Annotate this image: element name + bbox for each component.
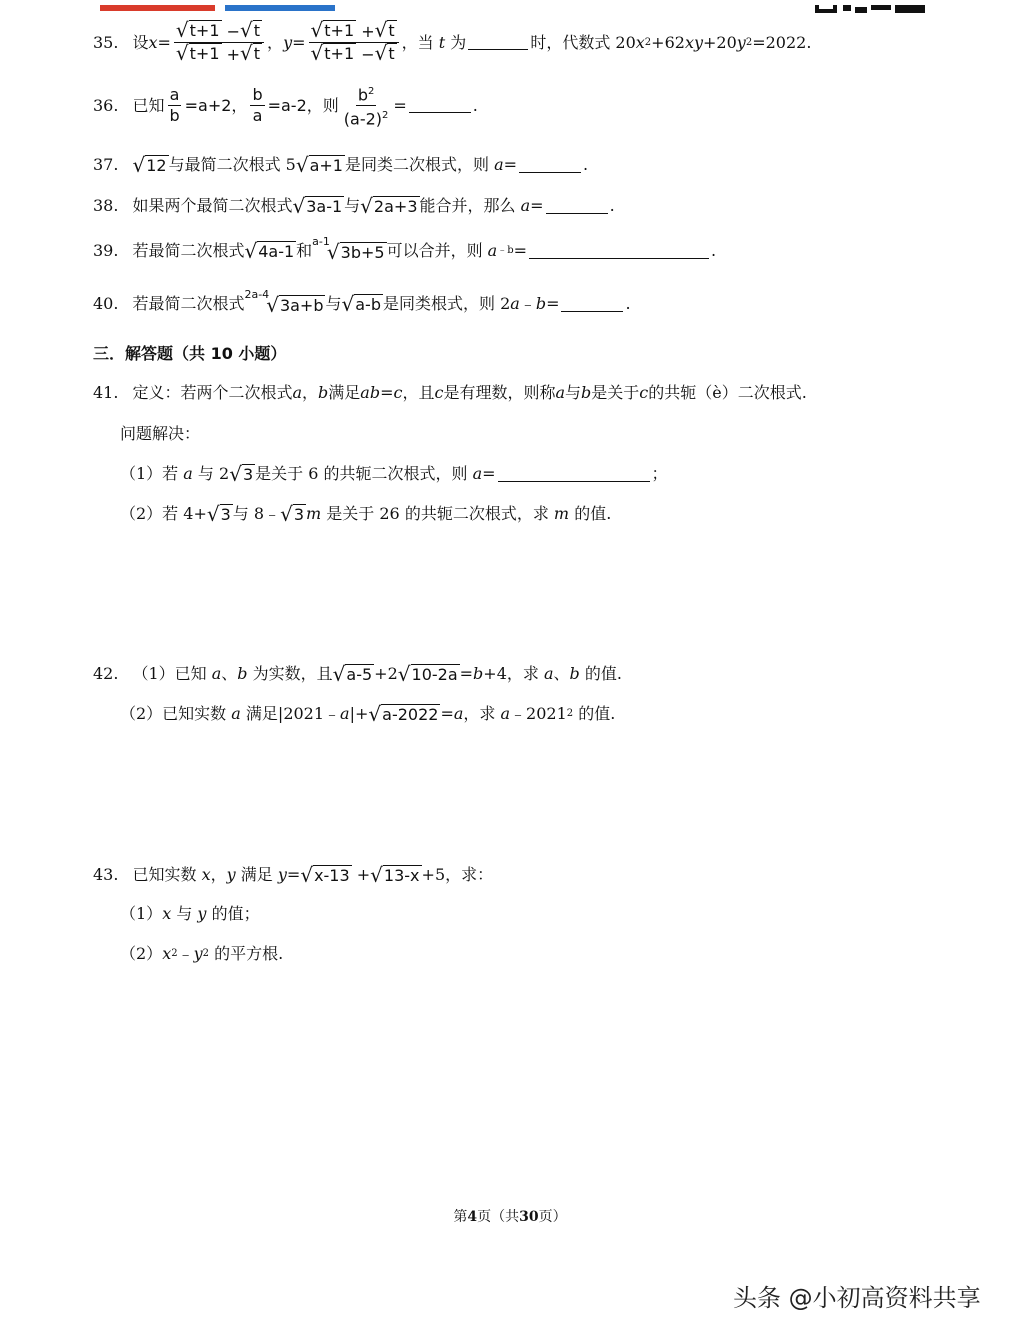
text: 是关于 xyxy=(591,383,640,402)
text: ﹣ xyxy=(519,294,536,313)
q43-part-2 xyxy=(120,943,283,965)
radical-a-minus-5: √ a-5 xyxy=(332,662,373,686)
var-t: t xyxy=(438,32,446,52)
text: + xyxy=(356,865,371,884)
text: =a+2， xyxy=(184,95,248,115)
var-a: a xyxy=(487,241,498,260)
var-b: b xyxy=(237,664,248,683)
fraction-a-over-b: $\frac{a}{b}$ xyxy=(169,85,180,126)
text: 与 8﹣ xyxy=(232,504,281,523)
text: = xyxy=(440,704,454,723)
text: 满足|2021﹣ xyxy=(245,704,341,723)
var-b: b xyxy=(318,383,329,402)
radical-a-minus-2022: √ a-2022 xyxy=(368,702,439,726)
text: |+ xyxy=(349,704,369,723)
question-number: 36. xyxy=(93,95,119,115)
fraction-y xyxy=(309,20,399,65)
text: （1）已知 xyxy=(132,664,207,683)
var-x: x xyxy=(162,904,172,923)
var-a: a xyxy=(183,464,193,483)
var-m: m xyxy=(306,504,322,523)
radical-10-minus-2a: √ 10-2a xyxy=(397,662,458,686)
text: 可以合并，则 xyxy=(386,241,483,260)
text: = xyxy=(513,241,528,260)
text: 问题解决： xyxy=(120,424,201,443)
watermark: 头条 @小初高资料共享 xyxy=(733,1284,981,1312)
var-ab: ab xyxy=(360,383,381,402)
var-a: a xyxy=(231,704,241,723)
text: （2）已知实数 xyxy=(120,704,227,723)
text: 与 2 xyxy=(197,464,230,483)
exponent: 2 xyxy=(566,708,574,719)
var-y: y xyxy=(226,865,236,884)
radical-3: √ 3 xyxy=(229,462,254,486)
text: 页） xyxy=(538,1209,567,1225)
text: 和 xyxy=(296,241,313,260)
text: 的值. xyxy=(584,664,622,683)
text: = xyxy=(546,294,560,313)
answer-blank[interactable] xyxy=(409,98,471,113)
fraction-b2-over-a-2-squared: $\frac{b^2}{(a-2)^2}$ xyxy=(342,82,391,130)
radical-a-plus-1: √ a+1 xyxy=(295,153,343,177)
text: ， xyxy=(302,383,319,402)
fraction-numerator: √ t+1 + √ t xyxy=(309,20,399,43)
fraction-denominator: √ t+1 − √ t xyxy=(310,41,395,65)
fraction-b-over-a: $\frac{b}{a}$ xyxy=(252,85,263,126)
var-x: x xyxy=(201,865,211,884)
text: = xyxy=(530,196,544,215)
text: = xyxy=(503,155,518,174)
exponent: 2 xyxy=(171,948,178,959)
text: . xyxy=(583,155,589,174)
text: = xyxy=(459,664,474,683)
text: 是同类二次根式，则 xyxy=(344,155,489,174)
text: 已知 xyxy=(132,95,165,115)
radical-4a-minus-1: √ 4a-1 xyxy=(244,239,295,263)
question-number: 40. xyxy=(93,294,119,313)
answer-blank[interactable] xyxy=(561,297,623,312)
var-a: a xyxy=(453,704,464,723)
var-a: a xyxy=(510,294,520,313)
text: 是同类根式，则 2 xyxy=(382,294,511,313)
text: = xyxy=(482,464,496,483)
var-a: a xyxy=(211,664,222,683)
text: 与 xyxy=(325,294,342,313)
var-c: c xyxy=(434,383,444,402)
question-number: 41. xyxy=(93,383,119,402)
text: 、 xyxy=(221,664,238,683)
question-37 xyxy=(93,154,588,176)
var-a: a xyxy=(292,383,303,402)
text: ； xyxy=(651,464,668,483)
var-a: a xyxy=(543,664,554,683)
fraction-x xyxy=(174,20,264,65)
text: = xyxy=(292,32,306,52)
radical-3: √ 3 xyxy=(206,502,231,526)
var-x: x xyxy=(162,944,172,963)
question-35 xyxy=(93,20,811,65)
text: 设 xyxy=(132,32,149,52)
text: . xyxy=(625,294,631,313)
question-38 xyxy=(93,195,615,217)
var-a: a xyxy=(500,704,511,723)
text: +2 xyxy=(374,664,398,683)
var-a: a xyxy=(472,464,483,483)
qr-code-graphic xyxy=(815,5,927,15)
text: （2）若 4+ xyxy=(120,504,207,523)
answer-blank[interactable] xyxy=(498,467,650,482)
var-y: y xyxy=(736,32,746,52)
var-b: b xyxy=(473,664,484,683)
text: . xyxy=(711,241,717,260)
page-footer xyxy=(0,1206,1020,1226)
fraction-denominator: √ t+1 + √ t xyxy=(175,41,261,65)
exponent: 2 xyxy=(202,948,210,959)
radical-3a-minus-1: √ 3a-1 xyxy=(292,194,343,218)
text: 与最简二次根式 5 xyxy=(168,155,296,174)
q41-part-2 xyxy=(120,503,611,525)
text: 是关于 6 的共轭二次根式，则 xyxy=(255,464,468,483)
text: 如果两个最简二次根式 xyxy=(132,196,293,215)
question-43 xyxy=(93,864,493,886)
text: 、 xyxy=(553,664,570,683)
text: . xyxy=(609,196,615,215)
answer-blank[interactable] xyxy=(529,244,709,259)
text: =2022. xyxy=(752,32,812,52)
answer-blank[interactable] xyxy=(546,199,608,214)
text: = xyxy=(393,95,407,115)
var-xy: xy xyxy=(684,32,703,52)
text: = xyxy=(157,32,171,52)
text: +5，求： xyxy=(421,865,494,884)
var-y: y xyxy=(197,904,207,923)
text: ，且 xyxy=(402,383,435,402)
question-number: 39. xyxy=(93,241,119,260)
text: ﹣2021 xyxy=(510,704,567,723)
text: 的值. xyxy=(574,504,612,523)
exponent: ﹣b xyxy=(497,245,514,256)
var-y: y xyxy=(283,32,293,52)
q41-label-problem-solving xyxy=(120,423,200,445)
question-42 xyxy=(93,663,622,685)
text: 若最简二次根式 xyxy=(132,241,245,260)
text: 的值. xyxy=(578,704,616,723)
text: 满足 xyxy=(240,865,273,884)
var-a: a xyxy=(494,155,504,174)
text: 的值； xyxy=(211,904,260,923)
text: 若最简二次根式 xyxy=(132,294,245,313)
var-m: m xyxy=(553,504,570,523)
text: 为实数，且 xyxy=(252,664,333,683)
qr-code-fragment xyxy=(815,0,927,10)
header-brand-graphic xyxy=(100,5,340,15)
text: 的共轭（è）二次根式. xyxy=(648,383,807,402)
radical-x-minus-13: √ x-13 xyxy=(300,863,350,887)
text: （2） xyxy=(120,944,163,963)
text: 定义：若两个二次根式 xyxy=(132,383,293,402)
text: 与 xyxy=(344,196,361,215)
radical-a-minus-b: √ a-b xyxy=(341,292,381,316)
text: 满足 xyxy=(328,383,361,402)
text: 与 xyxy=(565,383,582,402)
text: ， xyxy=(267,32,284,52)
q41-part-1 xyxy=(120,463,668,485)
var-a: a xyxy=(340,704,350,723)
question-number: 35. xyxy=(93,32,119,52)
text: 页（共 xyxy=(477,1209,520,1225)
radical-index-a-minus-1: a-1 √ 3b+5 xyxy=(312,235,385,264)
text: 是有理数，则称 xyxy=(443,383,556,402)
text: （1）若 xyxy=(120,464,179,483)
text: 与 xyxy=(176,904,193,923)
question-36 xyxy=(93,82,478,130)
text: 已知实数 xyxy=(132,865,197,884)
q42-part-2 xyxy=(120,703,615,725)
question-41 xyxy=(93,382,807,404)
text: （1） xyxy=(120,904,163,923)
text: ，当 xyxy=(401,32,434,52)
text: ， xyxy=(210,865,227,884)
page-number: 4 xyxy=(467,1209,478,1225)
text: ，求 xyxy=(463,704,496,723)
text: 为 xyxy=(450,32,467,52)
question-40 xyxy=(93,288,631,317)
question-number: 42. xyxy=(93,664,119,683)
question-39 xyxy=(93,235,717,264)
text: 时，代数式 20 xyxy=(530,32,636,52)
question-number: 43. xyxy=(93,865,119,884)
var-a: a xyxy=(520,196,531,215)
radical-index-2a-minus-4: 2a-4 √ 3a+b xyxy=(244,288,324,317)
total-pages: 30 xyxy=(519,1209,539,1225)
radical-2a-plus-3: √ 2a+3 xyxy=(360,194,418,218)
radical-13-minus-x: √ 13-x xyxy=(370,863,420,887)
exponent: 2 xyxy=(745,36,753,48)
radical-12: √ 12 xyxy=(132,153,167,177)
var-b: b xyxy=(535,294,547,313)
var-c: c xyxy=(639,383,649,402)
text: 是关于 26 的共轭二次根式，求 xyxy=(326,504,549,523)
text: 的平方根. xyxy=(214,944,284,963)
text: +4，求 xyxy=(483,664,539,683)
text: +20 xyxy=(703,32,737,52)
var-y: y xyxy=(193,944,203,963)
text: +62 xyxy=(651,32,685,52)
var-c: c xyxy=(393,383,403,402)
var-x: x xyxy=(148,32,158,52)
var-x: x xyxy=(635,32,645,52)
radical-3: √ 3 xyxy=(280,502,305,526)
text: ﹣ xyxy=(177,944,194,963)
var-b: b xyxy=(581,383,592,402)
var-b: b xyxy=(569,664,580,683)
answer-blank[interactable] xyxy=(519,158,581,173)
answer-blank[interactable] xyxy=(468,35,528,50)
text: = xyxy=(380,383,394,402)
question-number: 37. xyxy=(93,155,119,174)
header-brand-strip xyxy=(100,0,340,10)
var-y: y xyxy=(277,865,287,884)
section-title: 三．解答题（共 10 小题） xyxy=(93,344,287,363)
text: . xyxy=(472,95,478,115)
exponent: 2 xyxy=(644,36,652,48)
question-number: 38. xyxy=(93,196,119,215)
text: = xyxy=(286,865,301,884)
text: 能合并，那么 xyxy=(419,196,516,215)
fraction-numerator: √ t+1 − √ t xyxy=(174,20,264,43)
q43-part-1 xyxy=(120,903,260,925)
text: =a-2，则 xyxy=(267,95,339,115)
var-a: a xyxy=(555,383,565,402)
text: 第 xyxy=(453,1209,468,1225)
